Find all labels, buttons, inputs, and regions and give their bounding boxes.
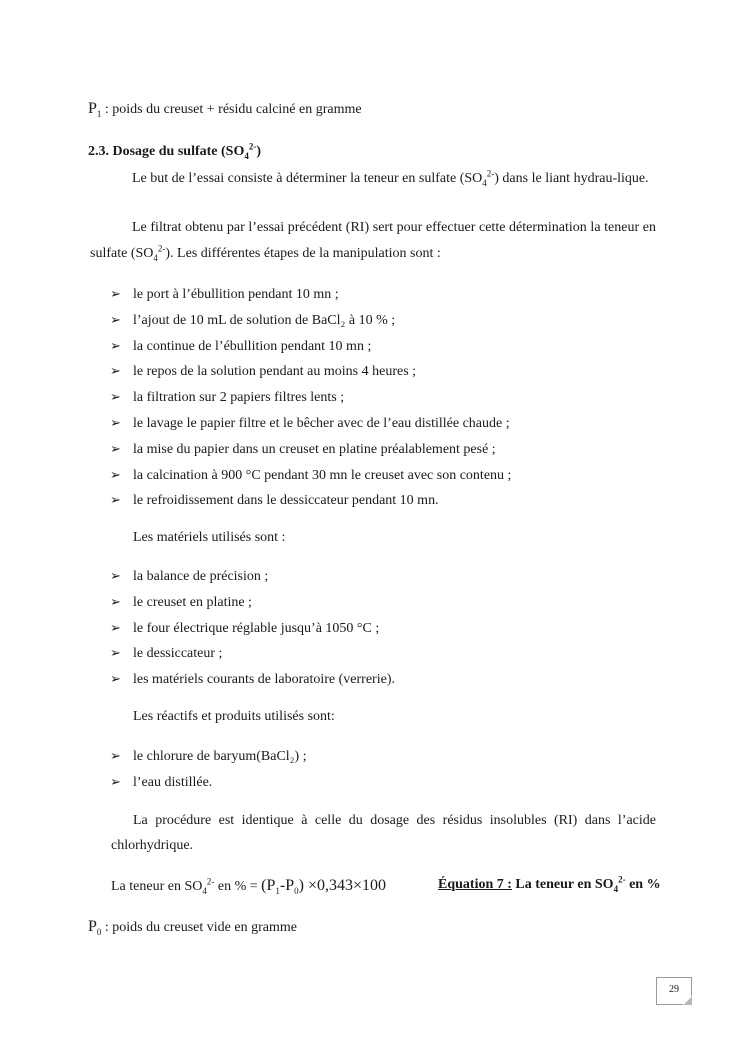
p0-definition: $P_0$ : poids du creuset vide en gramme xyxy=(88,918,297,937)
list-item: ➢ la continue de l’ébullition pendant 10 mn ; xyxy=(110,333,511,359)
arrow-bullet-icon: ➢ xyxy=(110,645,121,661)
p1-definition: $P_1$ : poids du creuset + résidu calciné en gramme xyxy=(88,100,362,119)
arrow-bullet-icon: ➢ xyxy=(110,466,121,482)
arrow-bullet-icon: ➢ xyxy=(110,619,121,635)
list-item: ➢ l’eau distillée. xyxy=(110,769,307,795)
arrow-bullet-icon: ➢ xyxy=(110,773,121,789)
page-curl-icon xyxy=(683,996,692,1005)
list-item: ➢ le repos de la solution pendant au moins 4 heures ; xyxy=(110,358,511,384)
procedure-line-1: La procédure est identique à celle du dosage des résidus insolubles (RI) dans l’acide xyxy=(133,813,656,828)
materials-list xyxy=(110,563,395,692)
list-item: ➢ le dessiccateur ; xyxy=(110,640,395,666)
list-item: ➢ le creuset en platine ; xyxy=(110,589,395,615)
steps-list xyxy=(110,281,511,513)
page-number: 29 xyxy=(656,977,692,1005)
reagents-intro: Les réactifs et produits utilisés sont: xyxy=(133,709,335,724)
arrow-bullet-icon: ➢ xyxy=(110,492,121,508)
intro-paragraph: Le but de l’essai consiste à déterminer la teneur en sulfate $(SO_4^{2-})$ dans le liant hydrau-lique. xyxy=(132,168,649,188)
list-item: ➢ le four électrique réglable jusqu’à 1050 °C ; xyxy=(110,615,395,641)
equation-label: Équation 7 : La teneur en $SO_4^{2-}$ en % xyxy=(438,874,661,894)
arrow-bullet-icon: ➢ xyxy=(110,337,121,353)
list-item: ➢ le refroidissement dans le dessiccateur pendant 10 mn. xyxy=(110,487,511,513)
arrow-bullet-icon: ➢ xyxy=(110,748,121,763)
list-item: ➢ le lavage le papier filtre et le bêcher avec de l’eau distillée chaude ; xyxy=(110,410,511,436)
arrow-bullet-icon: ➢ xyxy=(110,414,121,430)
list-item: ➢ la balance de précision ; xyxy=(110,563,395,589)
list-item: ➢ le port à l’ébullition pendant 10 mn ; xyxy=(110,281,511,307)
procedure-line-2: chlorhydrique. xyxy=(111,838,194,853)
arrow-bullet-icon: ➢ xyxy=(110,286,121,301)
list-item: ➢ la filtration sur 2 papiers filtres lents ; xyxy=(110,384,511,410)
arrow-bullet-icon: ➢ xyxy=(110,311,121,327)
section-heading: 2.3. Dosage du sulfate $(SO_4^{2-})$ xyxy=(88,141,262,161)
materials-intro: Les matériels utilisés sont : xyxy=(133,530,286,545)
arrow-bullet-icon: ➢ xyxy=(110,671,121,687)
arrow-bullet-icon: ➢ xyxy=(110,440,121,456)
list-item: ➢ la mise du papier dans un creuset en platine préalablement pesé ; xyxy=(110,436,511,462)
reagents-list xyxy=(110,743,307,795)
list-item: ➢ la calcination à 900 °C pendant 30 mn le creuset avec son contenu ; xyxy=(110,462,511,488)
list-item: ➢ les matériels courants de laboratoire (verrerie). xyxy=(110,666,395,692)
arrow-bullet-icon: ➢ xyxy=(110,363,121,379)
list-item: ➢ l’ajout de 10 mL de solution de BaCl₂ à 10 % ; xyxy=(110,307,511,333)
arrow-bullet-icon: ➢ xyxy=(110,568,121,583)
filtrate-paragraph: Le filtrat obtenu par l’essai précédent (RI) sert pour effectuer cette détermination la teneur en sulfate $(SO_4^{2-})$. Les différentes étapes de la manipulation sont : xyxy=(90,220,656,263)
arrow-bullet-icon: ➢ xyxy=(110,593,121,609)
arrow-bullet-icon: ➢ xyxy=(110,389,121,405)
list-item: ➢ le chlorure de baryum(BaCl₂) ; xyxy=(110,743,307,769)
equation-formula: La teneur en $SO_4^{2-}$ en % = $(P_1-P_0) \times 0,343\times 100$ xyxy=(111,876,386,897)
